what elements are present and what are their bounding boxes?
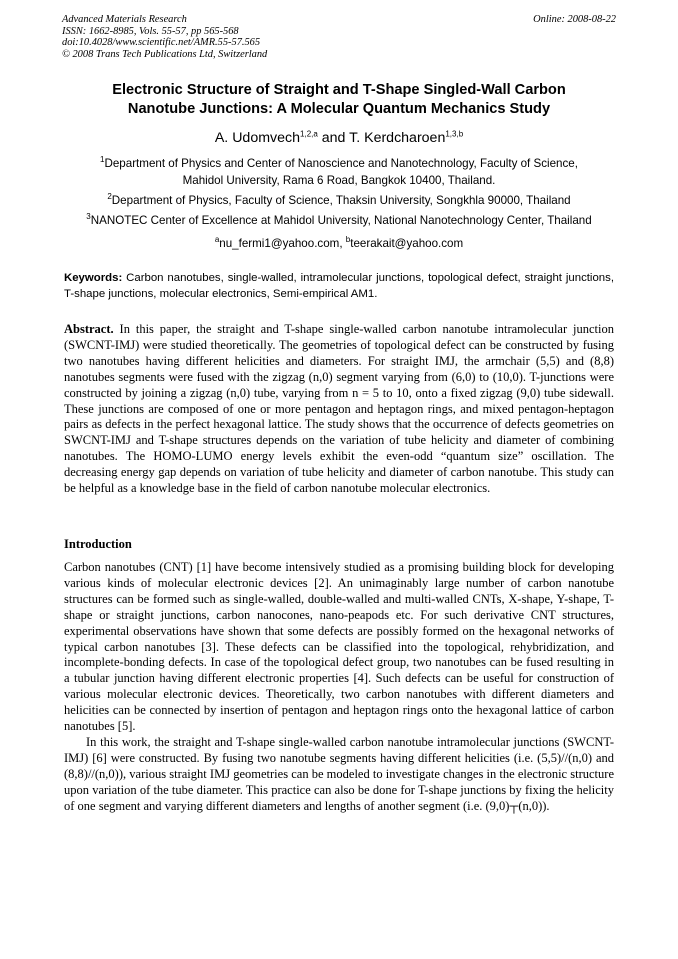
aff1-sup: 1 bbox=[100, 155, 105, 165]
title-line-1: Electronic Structure of Straight and T-Shape Singled-Wall Carbon bbox=[112, 82, 566, 98]
journal-header bbox=[62, 14, 616, 60]
emails bbox=[60, 235, 618, 252]
aff2-text: Department of Physics, Faculty of Science, Thaksin University, Songkhla 90000, Thailand bbox=[111, 194, 571, 207]
aff1-line-1: Department of Physics and Center of Nanoscience and Nanotechnology, Faculty of Science, bbox=[104, 157, 578, 170]
author-2: T. Kerdcharoen bbox=[349, 130, 446, 146]
author-and: and bbox=[317, 130, 350, 146]
online-date: Online: 2008-08-22 bbox=[533, 14, 616, 25]
paper-title bbox=[60, 81, 618, 119]
affiliation-1 bbox=[60, 155, 618, 189]
abstract-label: Abstract. bbox=[64, 322, 114, 336]
email-a-sup: a bbox=[214, 235, 220, 245]
keywords bbox=[64, 270, 614, 302]
author-1: A. Udomvech bbox=[214, 130, 301, 146]
affiliation-2 bbox=[60, 192, 618, 209]
section-heading-introduction: Introduction bbox=[64, 537, 132, 551]
doi: doi:10.4028/www.scientific.net/AMR.55-57.565 bbox=[62, 37, 261, 49]
abstract bbox=[64, 322, 614, 497]
abstract-text: In this paper, the straight and T-shape single-walled carbon nanotube intramolecular junction (SWCNT-IMJ) were studied theoretically. The geometries of topological defect can be constructed by fusing two nanotubes having different helicities and diameters. For straight IMJ, the armchair (5,5) and (8,8) nanotubes segments were fused with the zigzag (n,0) segment varying from (6,0) to (10,0). T-junctions were constructed by joining a zigzag (n,0) tube, varying from n = 5 to 10, onto a fixed zigzag (9,0) tube sidewall. These junctions are composed of one or more pentagon and heptagon rings, and mixed pentagon-heptagon pairs as defects in the perfect hexagonal lattice. The study shows that the occurrence of defects geometries on SWCNT-IMJ and T-shape structures depends on the variation of tube helicity and diameter of combining nanotubes. The HOMO-LUMO energy levels exhibit the even-odd “quantum size” oscillation. The decreasing energy gap depends on variation of tube helicity and diameter of carbon nanotube. This study can be helpful as a knowledge base in the field of carbon nanotube molecular electronics. bbox=[64, 322, 614, 496]
email-b: teerakait@yahoo.com bbox=[350, 237, 464, 250]
aff1-line-2: Mahidol University, Rama 6 Road, Bangkok 10400, Thailand. bbox=[182, 174, 496, 187]
issn: ISSN: 1662-8985, Vols. 55-57, pp 565-568 bbox=[62, 25, 239, 37]
intro-paragraph-2: In this work, the straight and T-shape single-walled carbon nanotube intramolecular junctions (SWCNT-IMJ) [6] were constructed. By fusing two nanotube segments having different helicities (i.e. (5,5)//(n,0) and (8,8)//(n,0)), various straight IMJ geometries can be modeled to investigate changes in the electronic structure upon variation of the tube diameter. This practice can also be done for T-shape junctions by fixing the helicity of one segment and varying different diameters and lengths of another segment (i.e. (9,0)┬(n,0)). bbox=[64, 734, 614, 813]
author-2-sup: 1,3,b bbox=[445, 129, 464, 139]
aff3-sup: 3 bbox=[86, 212, 91, 222]
keywords-text: Carbon nanotubes, single-walled, intramolecular junctions, topological defect, straight junctions, T-shape junctions, molecular electronics, Semi-empirical AM1. bbox=[64, 272, 614, 300]
introduction-body bbox=[64, 560, 614, 815]
affiliation-3 bbox=[58, 212, 620, 229]
aff3-text: NANOTEC Center of Excellence at Mahidol University, National Nanotechnology Center, Thailand bbox=[90, 214, 592, 227]
email-b-sup: b bbox=[345, 235, 351, 245]
copyright: © 2008 Trans Tech Publications Ltd, Switzerland bbox=[62, 48, 268, 60]
email-a: nu_fermi1@yahoo.com, bbox=[219, 237, 346, 250]
aff2-sup: 2 bbox=[107, 192, 112, 202]
author-1-sup: 1,2,a bbox=[300, 129, 318, 139]
intro-paragraph-1: Carbon nanotubes (CNT) [1] have become intensively studied as a promising building block for developing various kinds of molecular electronic devices [2]. An unimaginably large number of carbon nanotube structures can be formed such as single-walled, double-walled and multi-walled CNTs, X-shape, Y-shape, T-shape or straight junctions, carbon nanocones, nano-peapods etc. For such derivative CNT structures, experimental observations have shown that some defects are possibly formed on the hexagonal networks of typical carbon nanotubes [3]. These defects can be classified into the topological, rehybridization, and incomplete-bonding defects. In case of the topological defect group, two nanotubes can be fused resulting in a tubular junction having different electronic properties [4]. Such defects can be useful for construction of various molecular electronic devices. Theoretically, two carbon nanotubes with different diameters and helicities can be connected by insertion of pentagon and heptagon rings onto the hexagonal lattice of carbon nanotubes [5]. bbox=[64, 560, 614, 734]
journal-name: Advanced Materials Research bbox=[62, 14, 187, 25]
keywords-label: Keywords: bbox=[64, 272, 123, 284]
title-line-2: Nanotube Junctions: A Molecular Quantum Mechanics Study bbox=[127, 101, 551, 117]
authors bbox=[60, 130, 618, 146]
